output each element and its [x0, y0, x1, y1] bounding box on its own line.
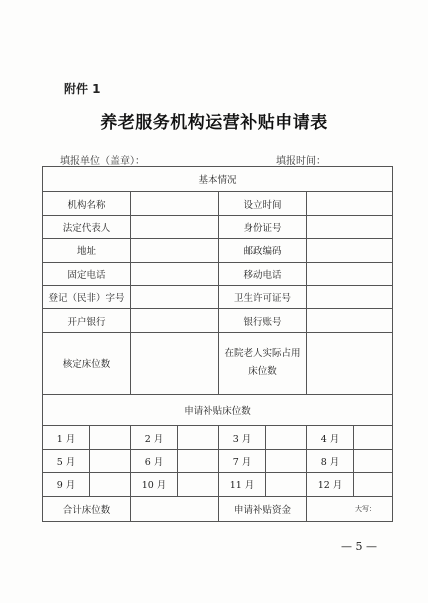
form-row-legal-rep — [43, 215, 393, 238]
month-value-field[interactable] — [354, 426, 393, 449]
month-label: 5 月 — [43, 449, 90, 472]
form-row-phone — [43, 262, 393, 285]
month-label: 2 月 — [131, 426, 178, 449]
label-occupied-beds-line1: 在院老人实际占用 — [224, 348, 301, 360]
fill-time-label: 填报时间： — [276, 156, 326, 167]
label-mobile-phone: 移动电话 — [219, 262, 307, 285]
field-postal-code[interactable] — [307, 239, 393, 262]
month-value-field[interactable] — [90, 473, 131, 496]
label-id-number: 身份证号 — [219, 215, 307, 238]
month-value-field[interactable] — [90, 449, 131, 472]
month-row-3 — [43, 473, 393, 496]
month-label: 8 月 — [307, 449, 354, 472]
month-label: 6 月 — [131, 449, 178, 472]
month-value-field[interactable] — [266, 426, 307, 449]
field-subsidy-amount-uppercase[interactable]: 大写： — [307, 496, 393, 521]
attachment-label: 附件 1 — [64, 82, 101, 96]
label-postal-code: 邮政编码 — [219, 239, 307, 262]
field-health-permit[interactable] — [307, 285, 393, 308]
label-registration-number: 登记（民非）字号 — [43, 285, 131, 308]
month-label: 7 月 — [219, 449, 266, 472]
month-value-field[interactable] — [178, 449, 219, 472]
label-legal-representative: 法定代表人 — [43, 215, 131, 238]
month-value-field[interactable] — [354, 473, 393, 496]
fill-unit-label: 填报单位（盖章）： — [60, 156, 145, 167]
section-subsidy-beds: 申请补贴床位数 — [43, 394, 393, 426]
month-label: 3 月 — [219, 426, 266, 449]
form-title: 养老服务机构运营补贴申请表 — [100, 113, 328, 133]
label-occupied-beds-line2: 床位数 — [248, 366, 277, 378]
form-row-bank — [43, 309, 393, 332]
month-value-field[interactable] — [266, 473, 307, 496]
form-row-beds — [43, 332, 393, 394]
month-value-field[interactable] — [90, 426, 131, 449]
field-mobile-phone[interactable] — [307, 262, 393, 285]
label-established-time: 设立时间 — [219, 192, 307, 215]
label-approved-beds: 核定床位数 — [43, 332, 131, 394]
field-bank-account[interactable] — [307, 309, 393, 332]
month-label: 9 月 — [43, 473, 90, 496]
label-health-permit: 卫生许可证号 — [219, 285, 307, 308]
label-bank: 开户银行 — [43, 309, 131, 332]
field-legal-representative[interactable] — [131, 215, 219, 238]
field-address[interactable] — [131, 239, 219, 262]
month-label: 10 月 — [131, 473, 178, 496]
form-row-total — [43, 496, 393, 521]
label-total-beds: 合计床位数 — [43, 496, 131, 521]
field-bank[interactable] — [131, 309, 219, 332]
field-institution-name[interactable] — [131, 192, 219, 215]
month-value-field[interactable] — [178, 426, 219, 449]
month-row-2 — [43, 449, 393, 472]
label-subsidy-amount: 申请补贴资金 — [219, 496, 307, 521]
page-number: — 5 — — [341, 540, 377, 553]
field-registration-number[interactable] — [131, 285, 219, 308]
label-address: 地址 — [43, 239, 131, 262]
month-label: 11 月 — [219, 473, 266, 496]
month-label: 1 月 — [43, 426, 90, 449]
form-row-institution-name — [43, 192, 393, 215]
label-occupied-beds — [219, 332, 307, 394]
field-established-time[interactable] — [307, 192, 393, 215]
label-institution-name: 机构名称 — [43, 192, 131, 215]
month-label: 12 月 — [307, 473, 354, 496]
month-label: 4 月 — [307, 426, 354, 449]
label-fixed-phone: 固定电话 — [43, 262, 131, 285]
month-row-1 — [43, 426, 393, 449]
application-form-table — [42, 166, 393, 522]
field-occupied-beds[interactable] — [307, 332, 393, 394]
form-row-registration — [43, 285, 393, 308]
month-value-field[interactable] — [266, 449, 307, 472]
section-basic-info: 基本情况 — [43, 167, 393, 192]
month-value-field[interactable] — [178, 473, 219, 496]
month-value-field[interactable] — [354, 449, 393, 472]
form-row-address — [43, 239, 393, 262]
label-bank-account: 银行账号 — [219, 309, 307, 332]
field-fixed-phone[interactable] — [131, 262, 219, 285]
field-id-number[interactable] — [307, 215, 393, 238]
field-total-beds[interactable] — [131, 496, 219, 521]
field-approved-beds[interactable] — [131, 332, 219, 394]
